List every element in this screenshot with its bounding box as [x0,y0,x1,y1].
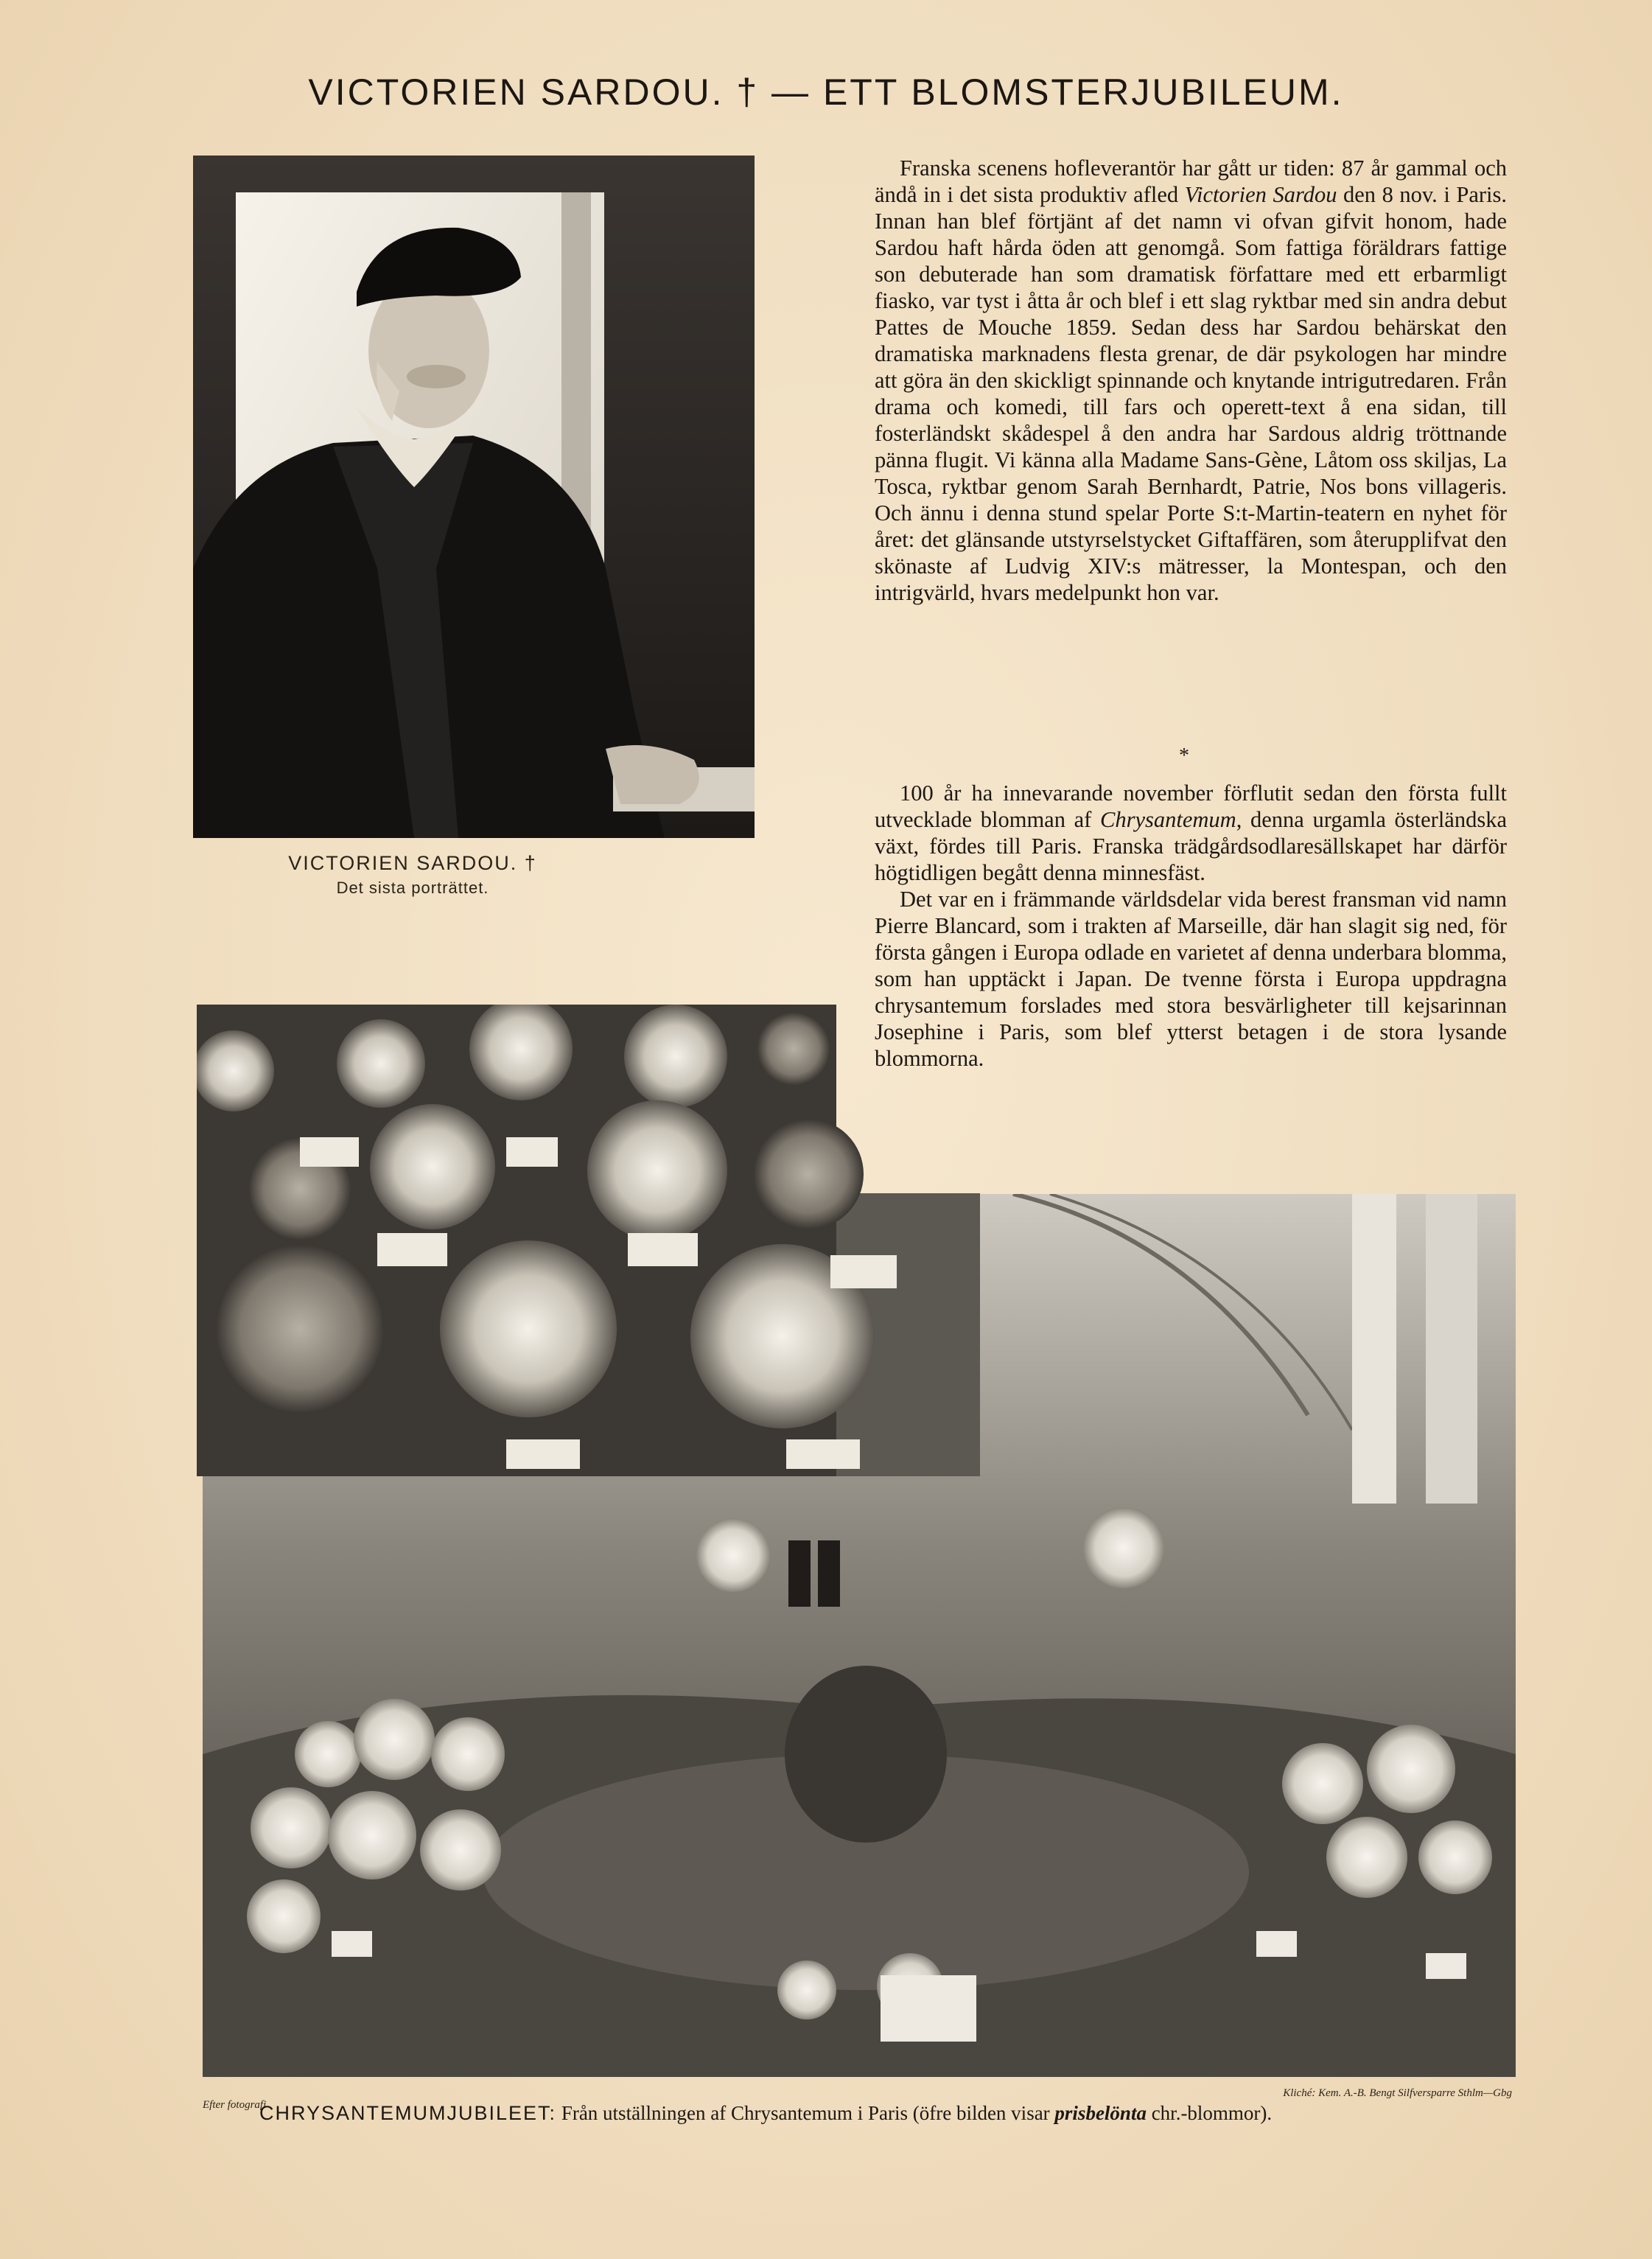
photo-credit: Efter fotografi [203,2099,267,2111]
portrait-caption-note: Det sista porträttet. [336,879,489,897]
page-title: VICTORIEN SARDOU. † — ETT BLOMSTERJUBILEUM. [308,71,1344,113]
portrait-photo [193,156,755,838]
article-paragraph-blancard: Det var en i främmande världsdelar vida berest fransman vid namn Pierre Blancard, som i trakten af Marseille, där han slagit sig ned, för första gången i Europa odlade en varietet af denna underbara blomma, som han upptäckt i Japan. De tvenne första i Europa uppdragna chrysantemum forslades med stora besvärligheter till kejsarinnan Josephine i Paris, som blef ytterst betagen i de stora lysande blommorna. [875,887,1507,1071]
bottom-caption: CHRYSANTEMUMJUBILEET: Från utställningen af Chrysantemum i Paris (öfre bilden visar prisbelönta chr.-blommor). [259,2102,1273,2124]
print-credit: Kliché: Kem. A.-B. Bengt Silfversparre Sthlm—Gbg [1283,2087,1512,2099]
article-paragraph-sardou: Franska scenens hofleverantör har gått ur tiden: 87 år gammal och ändå in i det sista produktiv afled Victorien Sardou den 8 nov. i Paris. Innan han blef förtjänt af det namn vi ofvan gifvit honom, hade Sardou haft hårda öden att genomgå. Som fattiga föräldrars fattige son debuterade han som dramatisk författare med ett erbarmligt fiasko, var tyst i åtta år och blef i ett slag ryktbar med sin andra debut Pattes de Mouche 1859. Sedan dess har Sardou behärskat den dramatiska marknadens flesta grenar, de där psykologen har mindre att göra än den skickligt spinnande och knytande intrigutredaren. Från drama och komedi, till fars och operett-text å ena sidan, till fosterländskt skådespel å den andra har Sardous aldrig tröttnande pänna flugit. Vi känna alla Madame Sans-Gène, Låtom oss skiljas, La Tosca, ryktbar genom Sarah Bernhardt, Patrie, Nos bons villageris. Och ännu i denna stund spelar Porte S:t-Martin-teatern en nyhet för året: det glänsande utstyrselstycket Giftaffären, som återupplifvat den skönaste af Ludvig XIV:s mätresser, la Montespan, och den intrigvärld, hvars medelpunkt hon var. [875,156,1507,605]
article-paragraph-jubilee: 100 år ha innevarande november förflutit sedan den första fullt utvecklade blomman af Chrysantemum, denna urgamla österländska växt, fördes till Paris. Franska trädgårdsodlaresällskapet har därför högtidligen begått denna minnesfäst. [875,781,1507,885]
article-column-upper [875,155,1507,606]
portrait-caption-name: VICTORIEN SARDOU. † [288,852,537,874]
section-separator: * [1179,744,1189,767]
bottom-caption-lead: CHRYSANTEMUMJUBILEET: [259,2102,557,2124]
prize-flowers-photo [197,1005,980,1476]
